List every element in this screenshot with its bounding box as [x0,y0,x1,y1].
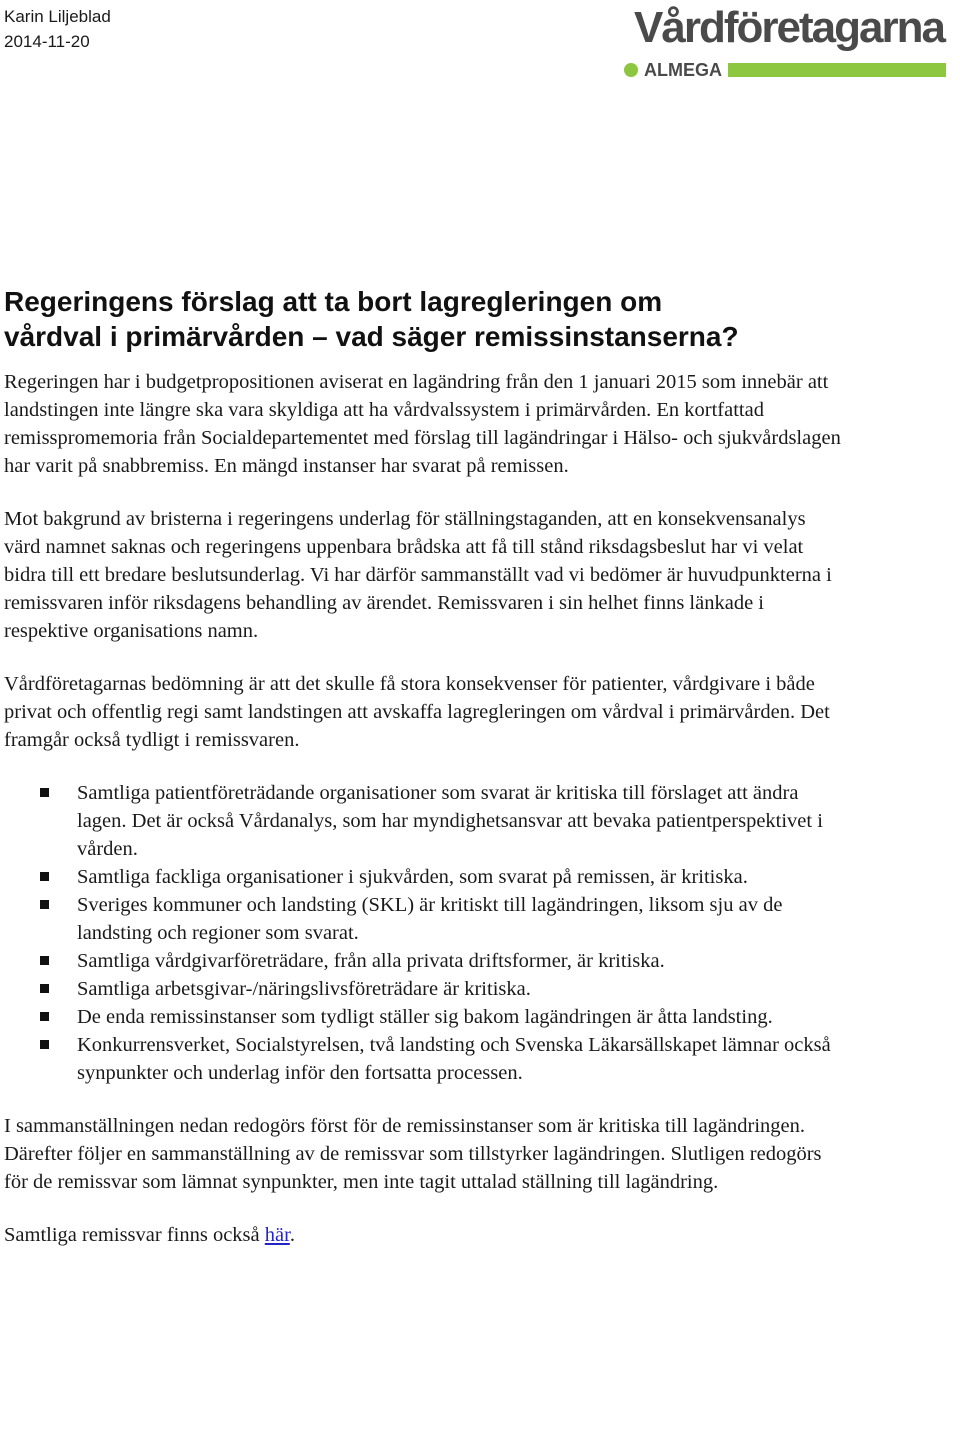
footer-text: Samtliga remissvar finns också [4,1224,265,1246]
logo-subline [624,60,946,80]
vardforetagarna-logo [620,2,958,82]
list-item [4,975,844,1003]
square-bullet-icon [40,872,49,881]
list-item [4,1003,844,1031]
paragraph-footer [4,1221,844,1249]
square-bullet-icon [40,900,49,909]
paragraph-assessment: Vårdföretagarnas bedömning är att det skulle få stora konsekvenser för patienter, vårdgivare i både privat och offentlig regi samt landstingen att avskaffa lagregleringen om vårdval i primärvården. Det framgår också tydligt i remissvaren. [4,673,830,751]
document-body [4,368,844,1274]
bullet-list [4,779,844,1087]
paragraph-summary: I sammanställningen nedan redogörs först för de remissinstanser som är kritiska till lagändringen. Därefter följer en sammanställning av de remissvar som tillstyrker lagändringen. Slutligen redogörs för de remissvar som lämnat synpunkter, men inte tagit uttalad ställning till lagändring. [4,1115,822,1193]
logo-bar-icon [728,63,946,77]
list-item-text: Sveriges kommuner och landsting (SKL) är kritiskt till lagändringen, liksom sju av de landsting och regioner som svarat. [77,894,783,944]
logo-sub-text: ALMEGA [644,60,722,80]
square-bullet-icon [40,788,49,797]
paragraph-intro: Regeringen har i budgetpropositionen aviserat en lagändring från den 1 januari 2015 som innebär att landstingen inte längre ska vara skyldiga att ha vårdvalssystem i primärvården. En kortfattad remisspromemoria från Socialdepartementet med förslag till lagändringar i Hälso- och sjukvårdslagen har varit på snabbremiss. En mängd instanser har svarat på remissen. [4,371,841,477]
square-bullet-icon [40,1012,49,1021]
document-meta [4,4,111,54]
list-item [4,863,844,891]
list-item [4,1031,844,1087]
title-line-1: Regeringens förslag att ta bort lagregleringen om [4,286,663,317]
list-item-text: Samtliga patientföreträdande organisationer som svarat är kritiska till förslaget att ändra lagen. Det är också Vårdanalys, som har myndighetsansvar att bevaka patientperspektivet i vården. [77,782,823,860]
list-item-text: Konkurrensverket, Socialstyrelsen, två landsting och Svenska Läkarsällskapet lämnar också synpunkter och underlag inför den fortsatta processen. [77,1034,831,1084]
square-bullet-icon [40,1040,49,1049]
list-item-text: Samtliga arbetsgivar-/näringslivsföreträdare är kritiska. [77,978,531,1000]
square-bullet-icon [40,956,49,965]
document-title [4,284,904,354]
document-date: 2014-11-20 [4,32,90,51]
paragraph-background: Mot bakgrund av bristerna i regeringens underlag för ställningstaganden, att en konsekvensanalys värd namnet saknas och regeringens uppenbara brådska att få till stånd riksdagsbeslut har vi velat bidra till ett bredare beslutsunderlag. Vi har därför sammanställt vad vi bedömer är huvudpunkterna i remissvaren inför riksdagens behandling av ärendet. Remissvaren i sin helhet finns länkade i respektive organisations namn. [4,508,832,642]
list-item [4,947,844,975]
list-item-text: Samtliga fackliga organisationer i sjukvården, som svarat på remissen, är kritiska. [77,866,748,888]
list-item-text: Samtliga vårdgivarföreträdare, från alla privata driftsformer, är kritiska. [77,950,665,972]
footer-suffix: . [289,1224,295,1246]
list-item [4,891,844,947]
list-item-text: De enda remissinstanser som tydligt ställer sig bakom lagändringen är åtta landsting. [77,1006,773,1028]
logo-dot-icon [624,63,638,77]
title-line-2: vårdval i primärvården – vad säger remissinstanserna? [4,321,739,352]
square-bullet-icon [40,984,49,993]
author-name: Karin Liljeblad [4,7,111,26]
remissvar-link[interactable]: här [264,1224,290,1246]
logo-wordmark: Vårdföretagarna [634,3,944,52]
list-item [4,779,844,863]
